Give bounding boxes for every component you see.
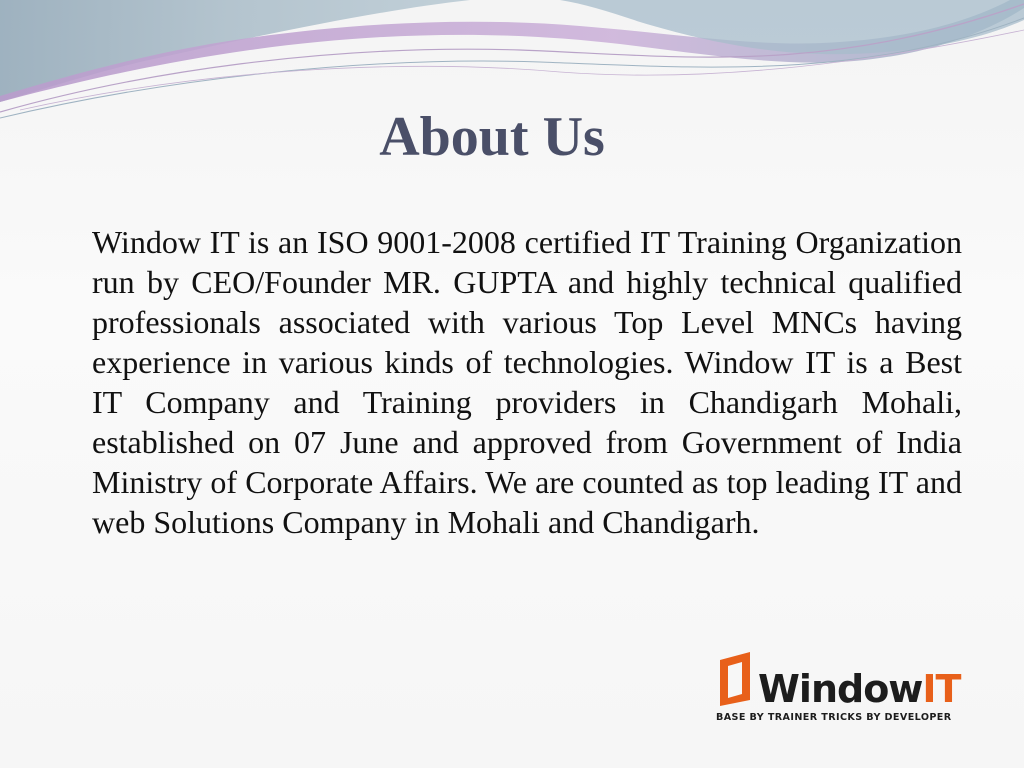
logo-word-main: Window [758, 667, 923, 711]
about-paragraph: Window IT is an ISO 9001-2008 certified IT Training Organization run by CEO/Founder MR. GUPTA and highly technical qualified professionals associated with various Top Level MNCs having experience in various kinds of technologies. Window IT is a Best IT Company and Training providers in Chandigarh Mohali, established on 07 June and approved from Government of India Ministry of Corporate Affairs. We are counted as top leading IT and web Solutions Company in Mohali and Chandigarh. [92, 224, 962, 540]
logo-word-accent: IT [922, 667, 961, 711]
logo-tagline: BASE BY TRAINER TRICKS BY DEVELOPER [716, 712, 952, 723]
window-logo-icon [716, 650, 756, 708]
window-it-logo [712, 646, 992, 728]
page-title: About Us [379, 106, 605, 168]
logo-wordmark [758, 668, 960, 710]
